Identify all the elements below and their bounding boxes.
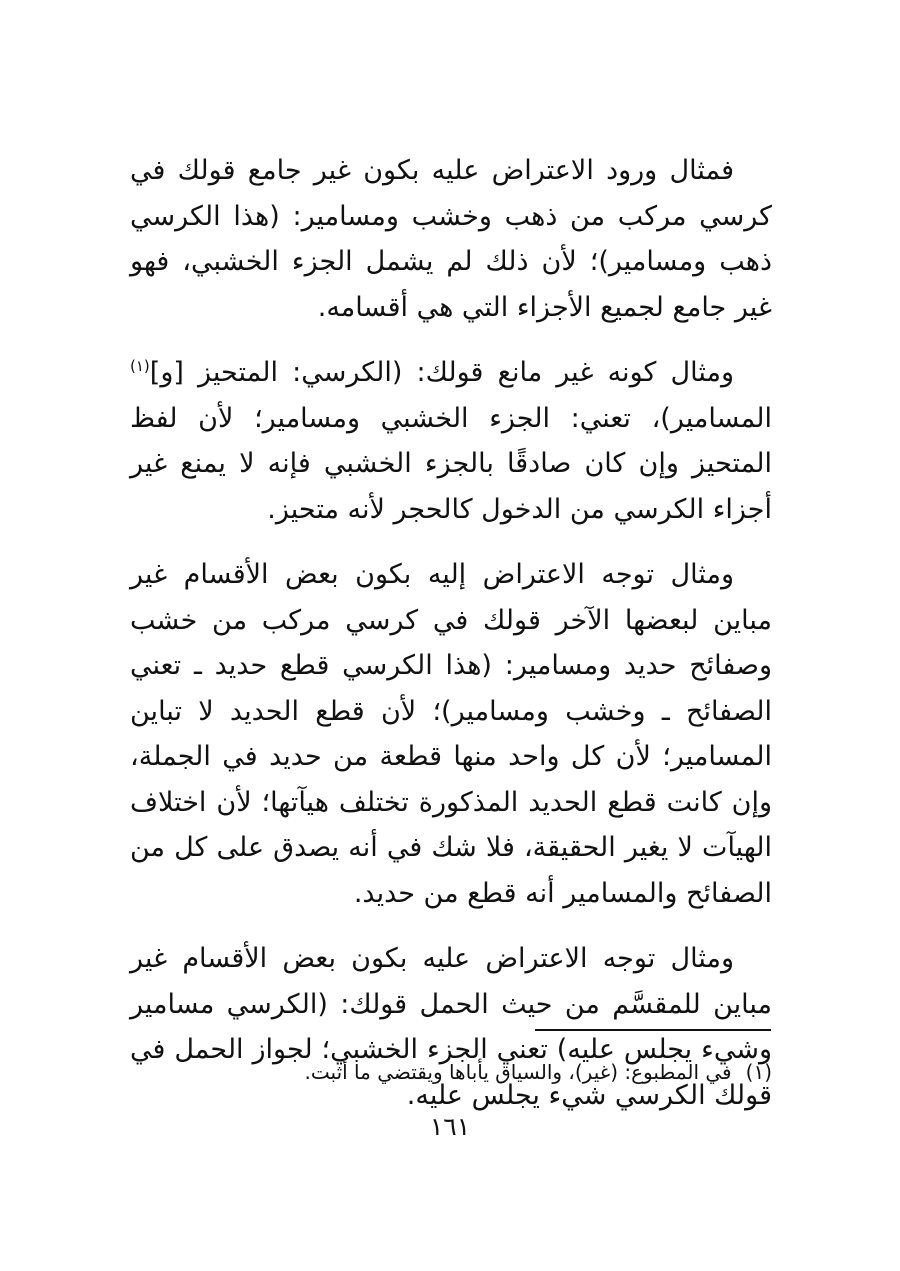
footnote-number: (١) [745, 1060, 772, 1084]
paragraph-4: ومثال توجه الاعتراض عليه بكون بعض الأقسام غير مباين للمقسَّم من حيث الحمل قولك: (الكرسي مسامير وشيء يجلس عليه) تعني الجزء الخشبي؛ لجواز الحمل في قولك الكرسي شيء يجلس عليه. [130, 943, 772, 1111]
paragraph-2-text-after-note: المسامير)، تعني: الجزء الخشبي ومسامير؛ لأن لفظ المتحيز وإن كان صادقًا بالجزء الخشبي فإنه لا يمنع غير أجزاء الكرسي من الدخول كالحجر لأنه متحيز. [130, 402, 772, 525]
footnote-reference-marker: (١) [130, 357, 150, 375]
paragraph-1: فمثال ورود الاعتراض عليه بكون غير جامع قولك في كرسي مركب من ذهب وخشب ومسامير: (هذا الكرسي ذهب ومسامير)؛ لأن ذلك لم يشمل الجزء الخشبي، فهو غير جامع لجميع الأجزاء التي هي أقسامه. [130, 155, 772, 323]
footnote-separator-rule [535, 1029, 771, 1031]
footnote-text: في المطبوع: (غير)، والسياق يأباها ويقتضي ما أثبت. [304, 1060, 732, 1084]
paragraph-3: ومثال توجه الاعتراض إليه بكون بعض الأقسام غير مباين لبعضها الآخر قولك في كرسي مركب من خشب وصفائح حديد ومسامير: (هذا الكرسي قطع حديد ـ تعني الصفائح ـ وخشب ومسامير)؛ لأن قطع الحديد لا تباين المسامير؛ لأن كل واحد منها قطعة من حديد في الجملة، وإن كانت قطع الحديد المذكورة تختلف هيآتها؛ لأن اختلاف الهيآت لا يغير الحقيقة، فلا شك في أنه يصدق على كل من الصفائح والمسامير أنه قطع من حديد. [130, 559, 772, 909]
page-number: ١٦١ [429, 1112, 471, 1141]
main-text [130, 148, 772, 1138]
paragraph-2 [130, 350, 772, 532]
footnote [130, 1057, 772, 1087]
paragraph-2-text-before-note: ومثال كونه غير مانع قولك: (الكرسي: المتحيز [و] [149, 357, 734, 388]
